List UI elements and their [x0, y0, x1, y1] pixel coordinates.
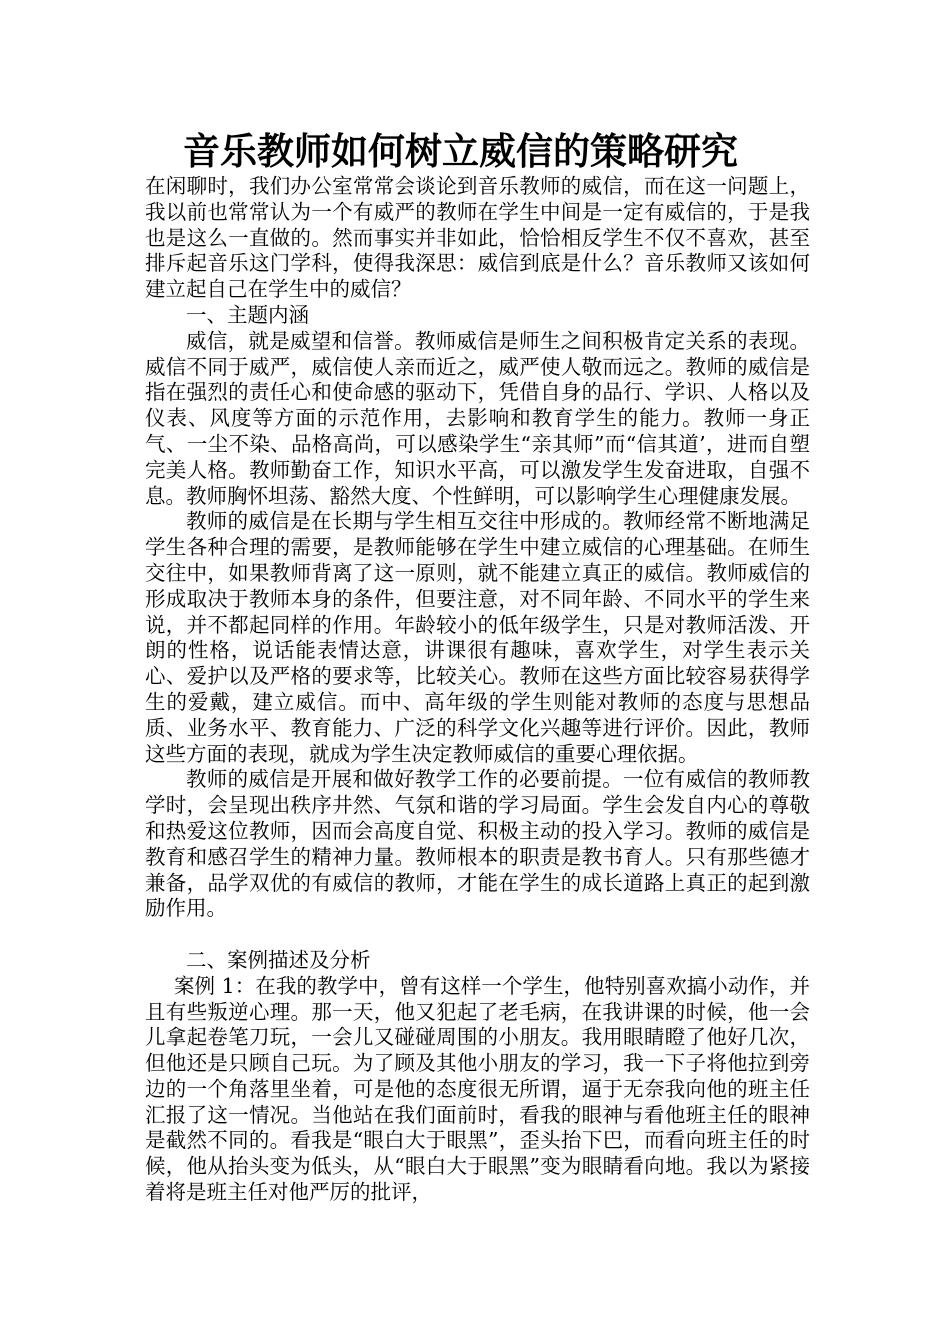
- section1-paragraph-1: 威信，就是威望和信誉。教师威信是师生之间积极肯定关系的表现。威信不同于威严，威信使人亲而近之，威严使人敬而远之。教师的威信是指在强烈的责任心和使命感的驱动下，凭借自身的品行、学识、人格以及仪表、风度等方面的示范作用，去影响和教育学生的能力。教师一身正气、一尘不染、品格高尚，可以感染学生“亲其师”而“信其道’，进而自塑完美人格。教师勤奋工作，知识水平高，可以激发学生发奋进取，自强不息。教师胸怀坦荡、豁然大度、个性鲜明，可以影响学生心理健康发展。: [145, 328, 810, 508]
- section1-paragraph-3: 教师的威信是开展和做好教学工作的必要前提。一位有威信的教师教学时，会呈现出秩序井然、气氛和谐的学习局面。学生会发自内心的尊敬和热爱这位教师，因而会高度自觉、积极主动的投入学习。教师的威信是教育和感召学生的精神力量。教师根本的职责是教书育人。只有那些德才兼备，品学双优的有威信的教师，才能在学生的成长道路上真正的起到激励作用。: [145, 767, 810, 921]
- section2-paragraph-1: 案例 1：在我的教学中，曾有这样一个学生，他特别喜欢搞小动作，并且有些叛逆心理。那一天，他又犯起了老毛病，在我讲课的时候，他一会儿拿起卷笔刀玩，一会儿又碰碰周围的小朋友。我用眼睛瞪了他好几次，但他还是只顾自己玩。为了顾及其他小朋友的学习，我一下子将他拉到旁边的一个角落里坐着，可是他的态度很无所谓，逼于无奈我向他的班主任汇报了这一情况。当他站在我们面前时，看我的眼神与看他班主任的眼神是截然不同的。看我是“眼白大于眼黑”，歪头抬下巴，而看向班主任的时候，他从抬头变为低头，从“眼白大于眼黑”变为眼睛看向地。我以为紧接着将是班主任对他严厉的批评，: [145, 973, 810, 1205]
- paragraph-gap: [145, 922, 810, 948]
- intro-paragraph: 在闲聊时，我们办公室常常会谈论到音乐教师的威信，而在这一问题上，我以前也常常认为一个有威严的教师在学生中间是一定有威信的，于是我也是这么一直做的。然而事实并非如此，恰恰相反学生不仅不喜欢，甚至排斥起音乐这门学科，使得我深思：威信到底是什么？音乐教师又该如何建立起自己在学生中的威信？: [145, 174, 810, 302]
- document-title: 音乐教师如何树立威信的策略研究: [183, 129, 738, 173]
- section-heading-1: 一、主题内涵: [186, 302, 309, 327]
- document-page: [145, 128, 810, 1206]
- section-heading-2: 二、案例描述及分析: [186, 947, 371, 972]
- section1-paragraph-2: 教师的威信是在长期与学生相互交往中形成的。教师经常不断地满足学生各种合理的需要，是教师能够在学生中建立威信的心理基础。在师生交往中，如果教师背离了这一原则，就不能建立真正的威信。教师威信的形成取决于教师本身的条件，但要注意，对不同年龄、不同水平的学生来说，并不都起同样的作用。年龄较小的低年级学生，只是对教师活泼、开朗的性格，说话能表情达意，讲课很有趣味，喜欢学生，对学生表示关心、爱护以及严格的要求等，比较关心。教师在这些方面比较容易获得学生的爱戴，建立威信。而中、高年级的学生则能对教师的态度与思想品质、业务水平、教育能力、广泛的科学文化兴趣等进行评价。因此，教师这些方面的表现，就成为学生决定教师威信的重要心理依据。: [145, 509, 810, 766]
